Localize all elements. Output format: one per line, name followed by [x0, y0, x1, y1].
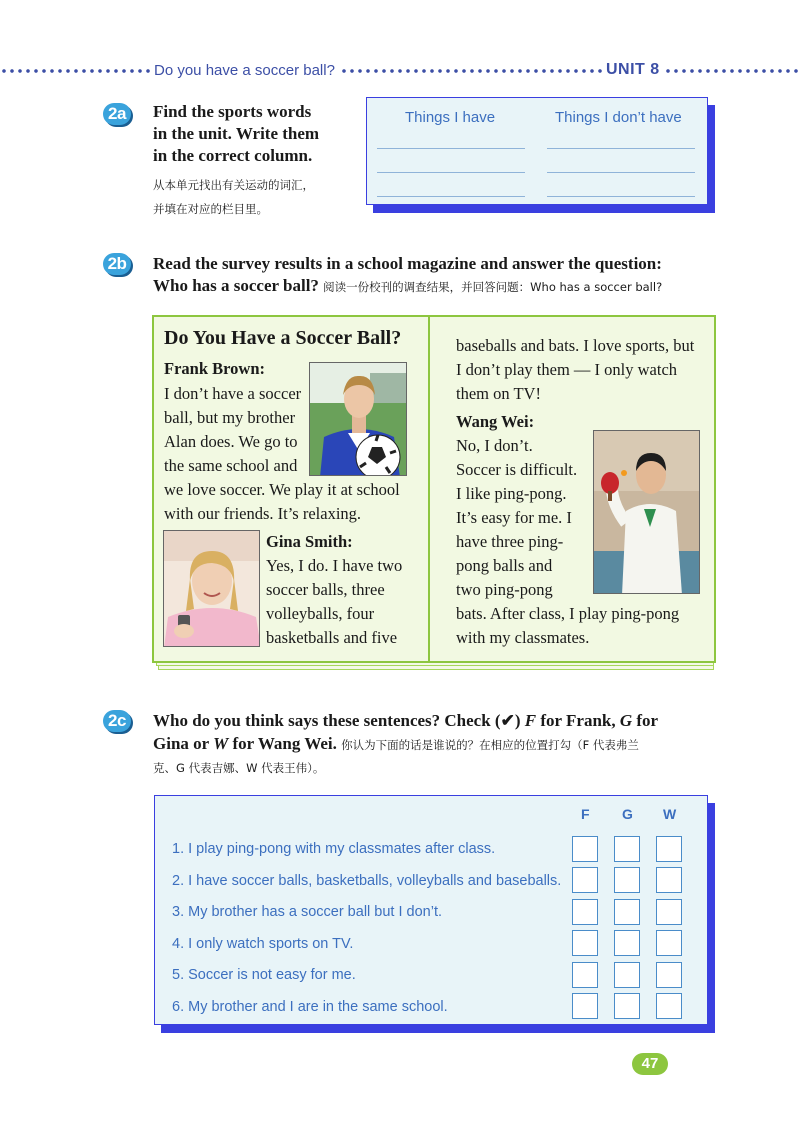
column-things-i-dont-have: Things I don’t have: [555, 109, 682, 126]
sentence-4: 4. I only watch sports on TV.: [172, 936, 354, 952]
wang-line: with my classmates.: [456, 628, 590, 647]
checkbox-f-6[interactable]: [572, 993, 598, 1019]
badge-2a: 2a: [103, 103, 131, 125]
checkbox-g-5[interactable]: [614, 962, 640, 988]
checkbox-w-6[interactable]: [656, 993, 682, 1019]
checkbox-g-6[interactable]: [614, 993, 640, 1019]
wang-name: Wang Wei:: [456, 412, 535, 431]
checkbox-f-3[interactable]: [572, 899, 598, 925]
write-line[interactable]: [377, 148, 525, 149]
instruction-2c-line1: [153, 710, 658, 732]
sentence-5: 5. Soccer is not easy for me.: [172, 967, 356, 983]
instruction-2a-zh: [153, 173, 314, 221]
instruction-2c-text: ): [514, 711, 525, 730]
sentence-6: 6. My brother and I are in the same school.: [172, 999, 448, 1015]
checkbox-f-1[interactable]: [572, 836, 598, 862]
gina-name: Gina Smith:: [266, 532, 353, 551]
header-unit-label: UNIT 8: [606, 61, 660, 78]
wang-photo: [593, 430, 700, 594]
letter-w: W: [213, 734, 229, 753]
sentence-2: 2. I have soccer balls, basketballs, volleyballs and baseballs.: [172, 873, 562, 889]
instruction-2a-zh-line: 从本单元找出有关运动的词汇，: [153, 178, 314, 192]
table-2a: [366, 97, 708, 205]
letter-f: F: [524, 711, 537, 730]
instruction-2c-line2: [153, 733, 639, 756]
gina-photo: [163, 530, 260, 647]
frank-line: I don’t have a soccer: [164, 384, 302, 403]
instruction-2b-question: Who has a soccer ball?: [153, 276, 319, 295]
checkbox-w-2[interactable]: [656, 867, 682, 893]
instruction-2c-text: for: [632, 711, 659, 730]
checkbox-f-4[interactable]: [572, 930, 598, 956]
frank-line: Alan does. We go to: [164, 432, 298, 451]
instruction-2c-zh-line3: 克、G 代表吉娜、W 代表王伟）。: [153, 761, 325, 775]
wang-line: pong balls and: [456, 556, 553, 575]
gina-line: soccer balls, three: [266, 580, 385, 599]
column-f-header: F: [581, 806, 590, 822]
sentence-3: 3. My brother has a soccer ball but I don’t.: [172, 904, 442, 920]
wang-line: I like ping-pong.: [456, 484, 567, 503]
checkbox-g-1[interactable]: [614, 836, 640, 862]
header-dots-middle: [340, 64, 602, 78]
wang-line: two ping-pong: [456, 580, 553, 599]
checkbox-w-3[interactable]: [656, 899, 682, 925]
wang-line: No, I don’t.: [456, 436, 533, 455]
column-w-header: W: [663, 806, 677, 822]
frank-line: we love soccer. We play it at school: [164, 480, 400, 499]
header-title: Do you have a soccer ball?: [154, 62, 335, 79]
checkbox-w-4[interactable]: [656, 930, 682, 956]
wang-line: It’s easy for me. I: [456, 508, 572, 527]
gina-line: Yes, I do. I have two: [266, 556, 403, 575]
checkbox-g-2[interactable]: [614, 867, 640, 893]
check-mark-icon: ✔: [500, 711, 515, 730]
frank-photo: [309, 362, 407, 476]
instruction-2a: [153, 101, 319, 167]
instruction-2b-zh: 阅读一份校刊的调查结果，并回答问题：Who has a soccer ball?: [323, 280, 663, 294]
instruction-2b-line2: [153, 275, 662, 298]
checkbox-g-3[interactable]: [614, 899, 640, 925]
instruction-2a-zh-line: 并填在对应的栏目里。: [153, 202, 268, 216]
magazine-title: Do You Have a Soccer Ball?: [164, 327, 402, 349]
gina-line: volleyballs, four: [266, 604, 375, 623]
instruction-2c-text: Who do you think says these sentences? Check (: [153, 711, 501, 730]
checkbox-g-4[interactable]: [614, 930, 640, 956]
wang-line: Soccer is difficult.: [456, 460, 578, 479]
page-number: 47: [632, 1053, 668, 1075]
instruction-2a-line: Find the sports words: [153, 102, 312, 121]
frank-name: Frank Brown:: [164, 359, 265, 378]
write-line[interactable]: [547, 196, 695, 197]
frank-line: with our friends. It’s relaxing.: [164, 504, 362, 523]
write-line[interactable]: [547, 172, 695, 173]
gina-text: [266, 554, 402, 650]
checkbox-f-5[interactable]: [572, 962, 598, 988]
write-line[interactable]: [547, 148, 695, 149]
gina-line: basketballs and five: [266, 628, 398, 647]
instruction-2c-text: for Wang Wei.: [228, 734, 337, 753]
wang-line: bats. After class, I play ping-pong: [456, 604, 680, 623]
instruction-2a-line: in the unit. Write them: [153, 124, 320, 143]
badge-2b: 2b: [103, 253, 131, 275]
frank-line: ball, but my brother: [164, 408, 296, 427]
gina-text-continued: [456, 334, 694, 406]
instruction-2a-line: in the correct column.: [153, 146, 313, 165]
checkbox-f-2[interactable]: [572, 867, 598, 893]
wang-line: have three ping-: [456, 532, 564, 551]
checkbox-w-1[interactable]: [656, 836, 682, 862]
magazine-spine: [428, 315, 430, 663]
column-things-i-have: Things I have: [405, 109, 496, 126]
header-dots-right: [664, 64, 800, 78]
instruction-2c-text: for Frank,: [536, 711, 620, 730]
instruction-2c-zh: 你认为下面的话是谁说的？在相应的位置打勾（F 代表弗兰: [341, 738, 639, 752]
checkbox-w-5[interactable]: [656, 962, 682, 988]
gina-cont-line: them on TV!: [456, 384, 541, 403]
sentence-1: 1. I play ping-pong with my classmates after class.: [172, 841, 496, 857]
instruction-2c-text: Gina or: [153, 734, 214, 753]
instruction-2b-line1: Read the survey results in a school magazine and answer the question:: [153, 254, 662, 273]
column-g-header: G: [622, 806, 633, 822]
write-line[interactable]: [377, 172, 525, 173]
letter-g: G: [619, 711, 633, 730]
badge-2c: 2c: [103, 710, 131, 732]
gina-cont-line: I don’t play them — I only watch: [456, 360, 678, 379]
gina-cont-line: baseballs and bats. I love sports, but: [456, 336, 695, 355]
header-dots-left: [0, 64, 150, 78]
frank-line: the same school and: [164, 456, 298, 475]
write-line[interactable]: [377, 196, 525, 197]
